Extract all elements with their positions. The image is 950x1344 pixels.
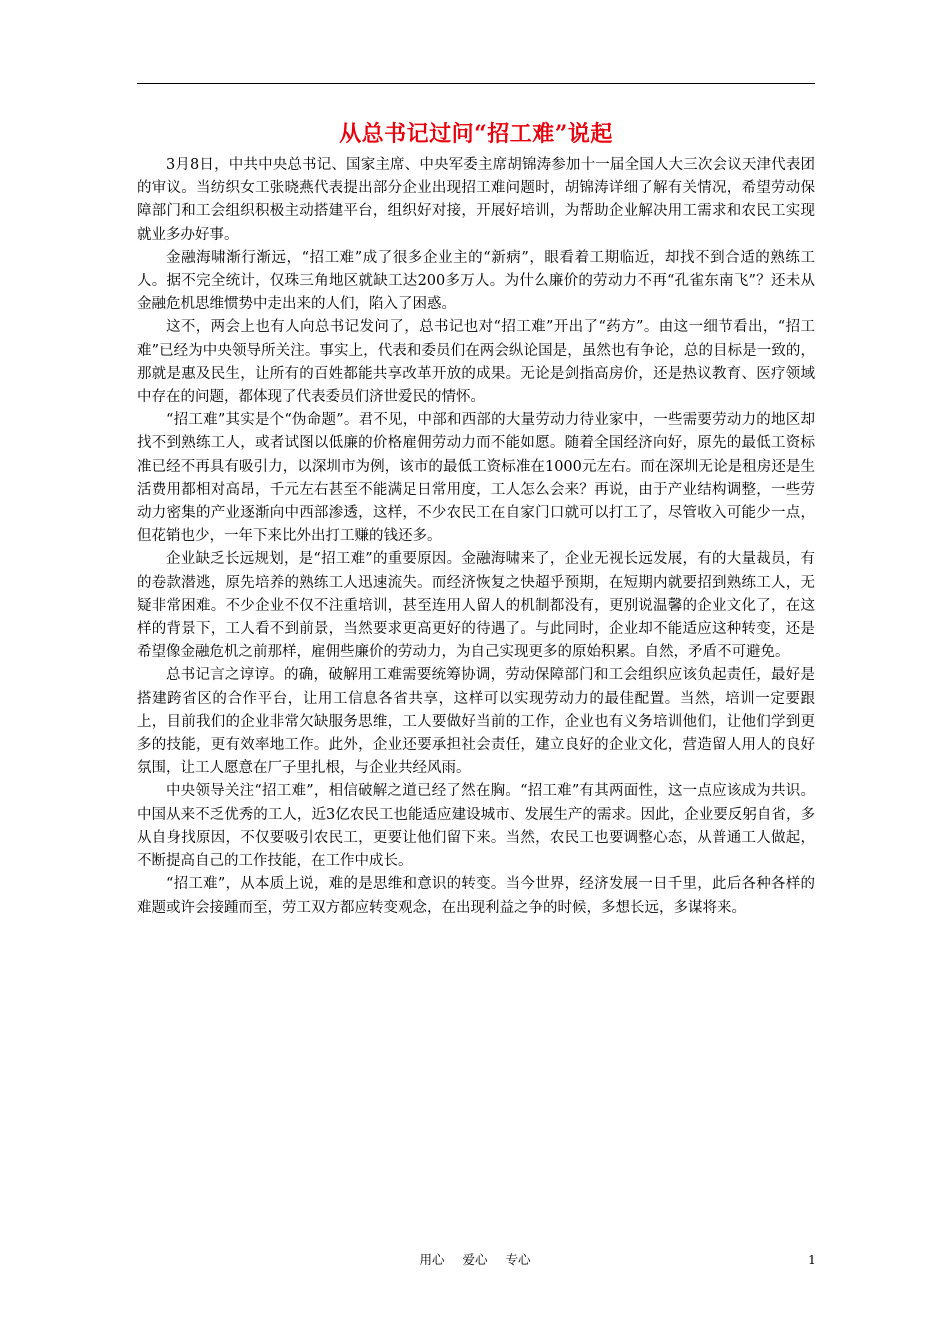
paragraph-4: “招工难”其实是个“伪命题”。君不见，中部和西部的大量劳动力待业家中，一些需要劳动力的地区却找不到熟练工人，或者试图以低廉的价格雇佣劳动力而不能如愿。随着全国经济向好，原先的最低工资标准已经不再具有吸引力，以深圳市为例，该市的最低工资标准在1000元左右。而在深圳无论是租房还是生活费用都相对高昂，千元左右甚至不能满足日常用度，工人怎么会来？再说，由于产业结构调整，一些劳动力密集的产业逐渐向中西部渗透，这样，不少农民工在自家门口就可以打工了，尽管收入可能少一点，但花销也少，一年下来比外出打工赚的钱还多。	[137, 412, 815, 545]
paragraph-5: 企业缺乏长远规划，是“招工难”的重要原因。金融海啸来了，企业无视长远发展，有的大量裁员，有的卷款潜逃，原先培养的熟练工人迅速流失。而经济恢复之快超乎预期，在短期内就要招到熟练工人，无疑非常困难。不少企业不仅不注重培训，甚至连用人留人的机制都没有，更别说温馨的企业文化了，在这样的背景下，工人看不到前景，当然要求更高更好的待遇了。与此同时，企业却不能适应这种转变，还是希望像金融危机之前那样，雇佣些廉价的劳动力，为自己实现更多的原始积累。自然，矛盾不可避免。	[137, 551, 815, 661]
paragraph-8: “招工难”，从本质上说，难的是思维和意识的转变。当今世界，经济发展一日千里，此后各种各样的难题或许会接踵而至，劳工双方都应转变观念，在出现利益之争的时候，多想长远，多谋将来。	[137, 876, 815, 916]
paragraph-2: 金融海啸渐行渐远，“招工难”成了很多企业主的“新病”，眼看着工期临近，却找不到合适的熟练工人。据不完全统计，仅珠三角地区就缺工达200多万人。为什么廉价的劳动力不再“孔雀东南飞”？还未从金融危机思维惯势中走出来的人们，陷入了困惑。	[137, 249, 815, 313]
header-rule	[137, 83, 815, 84]
article-title: 从总书记过问“招工难”说起	[339, 121, 613, 147]
paragraph-7: 中央领导关注“招工难”，相信破解之道已经了然在胸。“招工难”有其两面性，这一点应该成为共识。中国从来不乏优秀的工人，近3亿农民工也能适应建设城市、发展生产的需求。因此，企业要反躬自省，多从自身找原因，不仅要吸引农民工，更要让他们留下来。当然，农民工也要调整心态，从普通工人做起，不断提高自己的工作技能，在工作中成长。	[137, 783, 815, 870]
footer-motto: 用心 爱心 专心	[419, 1252, 531, 1267]
paragraph-1: 3月8日，中共中央总书记、国家主席、中央军委主席胡锦涛参加十一届全国人大三次会议天津代表团的审议。当纺织女工张晓燕代表提出部分企业出现招工难问题时，胡锦涛详细了解有关情况，希望劳动保障部门和工会组织积极主动搭建平台，组织好对接，开展好培训，为帮助企业解决用工需求和农民工实现就业多办好事。	[137, 157, 815, 243]
paragraph-3: 这不，两会上也有人向总书记发问了，总书记也对“招工难”开出了“药方”。由这一细节看出，“招工难”已经为中央领导所关注。事实上，代表和委员们在两会纵论国是，虽然也有争论，总的目标是一致的，那就是惠及民生，让所有的百姓都能共享改革开放的成果。无论是剑指高房价，还是热议教育、医疗领域中存在的问题，都体现了代表委员们济世爱民的情怀。	[137, 319, 815, 406]
paragraph-6: 总书记言之谆谆。的确，破解用工难需要统筹协调，劳动保障部门和工会组织应该负起责任，最好是搭建跨省区的合作平台，让用工信息各省共享，这样可以实现劳动力的最佳配置。当然，培训一定要跟上，目前我们的企业非常欠缺服务思维，工人要做好当前的工作，企业也有义务培训他们，让他们学到更多的技能，更有效率地工作。此外，企业还要承担社会责任，建立良好的企业文化，营造留人用人的良好氛围，让工人愿意在厂子里扎根，与企业共经风雨。	[137, 667, 815, 777]
page-footer	[0, 1250, 950, 1270]
article	[137, 118, 815, 920]
page-number: 1	[808, 1252, 816, 1267]
